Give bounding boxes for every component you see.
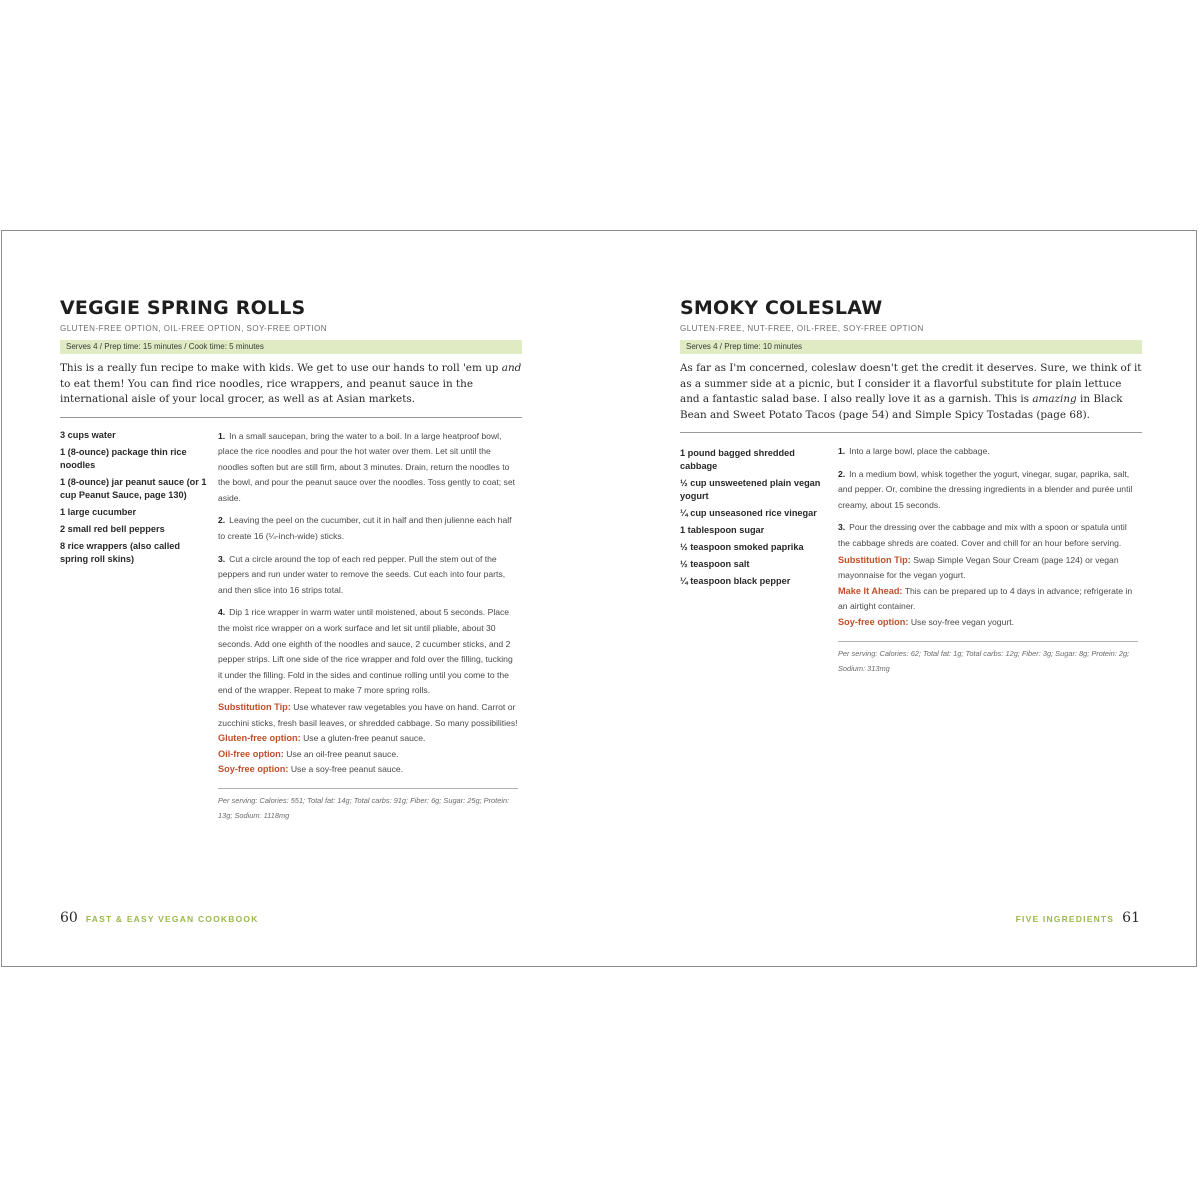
- tip-make-ahead: [838, 584, 1138, 615]
- nutrition-info: Per serving: Calories: 62; Total fat: 1g; Total carbs: 12g; Fiber: 3g; Sugar: 8g; Protein: 2g; Sodium: 313mg: [838, 641, 1138, 676]
- step-item: [218, 429, 518, 507]
- tip-text: Swap Simple Vegan Sour Cream (page 124) or vegan mayonnaise for the vegan yogurt.: [838, 554, 1119, 581]
- step-number: 2.: [838, 468, 846, 479]
- recipe-intro: [680, 361, 1142, 433]
- recipe-title: SMOKY COLESLAW: [680, 297, 883, 319]
- ingredient-item: 3 cups water: [60, 429, 116, 440]
- ingredient-item: 2 small red bell peppers: [60, 523, 165, 534]
- tip-label: Substitution Tip:: [838, 554, 911, 565]
- recipe-veggie-spring-rolls: [60, 297, 522, 820]
- tip-label: Substitution Tip:: [218, 702, 291, 712]
- step-number: 1.: [838, 446, 846, 456]
- page-number: 61: [1122, 910, 1140, 926]
- book-spread: [1, 230, 1197, 967]
- tip-text: Use whatever raw vegetables you have on hand. Carrot or zucchini sticks, fresh basil leaves, or shredded cabbage. So many possibilities!: [218, 702, 518, 728]
- ingredient-item: ¼ teaspoon black pepper: [680, 576, 791, 586]
- step-number: 4.: [218, 607, 226, 618]
- step-text: Pour the dressing over the cabbage and mix with a spoon or spatula until the cabbage shreds are coated. Cover and chill for an hour before serving.: [838, 522, 1127, 548]
- step-text: Leaving the peel on the cucumber, cut it in half and then julienne each half to create 16 (¼-inch-wide) sticks.: [218, 515, 512, 542]
- ingredient-item: 1 tablespoon sugar: [680, 525, 765, 535]
- step-number: 1.: [218, 430, 226, 441]
- step-item: [218, 513, 518, 544]
- step-text: Dip 1 rice wrapper in warm water until moistened, about 5 seconds. Place the moist rice wrapper on a work surface and let sit until pliable, about 30 seconds. Add one eighth of the noodles and sauce, 2 cucumber sticks, and 2 pepper strips. Lift one side of the rice wrapper and fold over the filling, tucking it under the filling. Fold in the sides and continue rolling until you come to the end of the wrapper. Repeat to make 7 more spring rolls.: [218, 607, 513, 696]
- step-text: Into a large bowl, place the cabbage.: [849, 446, 990, 456]
- recipe-tags: GLUTEN-FREE OPTION, OIL-FREE OPTION, SOY-FREE OPTION: [60, 324, 328, 333]
- tip-oil-free: [218, 747, 518, 763]
- intro-text: As far as I'm concerned, coleslaw doesn't get the credit it deserves. Sure, we think of it as a summer side at a picnic, but I consider it a flavorful substitute for plain lettuce and a fantastic salad base. I also really love it as a garnish. This is: [680, 362, 1142, 405]
- step-item: [838, 520, 1138, 551]
- tip-substitution: [218, 700, 518, 731]
- tip-text: Use a gluten-free peanut sauce.: [303, 733, 426, 744]
- tip-text: Use soy-free vegan yogurt.: [910, 616, 1015, 627]
- tip-label: Soy-free option:: [838, 616, 909, 627]
- step-number: 3.: [218, 553, 226, 564]
- intro-emphasis: and: [501, 362, 522, 374]
- step-text: Cut a circle around the top of each red pepper. Pull the stem out of the peppers and run under water to remove the seeds. Cut each into four parts, and then slice into 16 strips total.: [218, 553, 506, 595]
- right-page: [600, 231, 1198, 966]
- tip-text: This can be prepared up to 4 days in advance; refrigerate in an airtight container.: [838, 585, 1133, 612]
- step-text: In a small saucepan, bring the water to a boil. In a large heatproof bowl, place the rice noodles and pour the hot water over them. Let sit until the noodles soften but are still firm, about 3 minutes. Drain, return the noodles to the bowl, and pour the peanut sauce over the noodles. Toss gently to coat; set aside.: [218, 430, 515, 503]
- step-item: [218, 552, 518, 599]
- tip-substitution: [838, 553, 1138, 584]
- ingredient-item: ¼ cup unseasoned rice vinegar: [680, 508, 817, 518]
- page-footer: [1016, 910, 1140, 926]
- step-item: [218, 605, 518, 699]
- ingredient-item: ½ teaspoon smoked paprika: [680, 542, 804, 552]
- step-item: [838, 467, 1138, 514]
- ingredient-item: 8 rice wrappers (also called spring roll skins): [60, 540, 181, 564]
- running-title: FAST & EASY VEGAN COOKBOOK: [85, 914, 259, 924]
- tip-soy-free: [838, 615, 1138, 631]
- page-number: 60: [60, 910, 78, 926]
- serves-band: Serves 4 / Prep time: 15 minutes / Cook time: 5 minutes: [60, 340, 522, 354]
- ingredient-item: ½ cup unsweetened plain vegan yogurt: [680, 478, 821, 501]
- step-number: 3.: [838, 522, 846, 533]
- nutrition-info: Per serving: Calories: 551; Total fat: 14g; Total carbs: 91g; Fiber: 6g; Sugar: 25g; Protein: 13g; Sodium: 1118mg: [218, 788, 518, 823]
- tip-label: Oil-free option:: [218, 748, 284, 759]
- tip-label: Gluten-free option:: [218, 733, 301, 744]
- intro-text: in Black Bean and Sweet Potato Tacos (page 54) and Simple Spicy Tostadas (page 68).: [680, 393, 1123, 421]
- intro-text: This is a really fun recipe to make with kids. We get to use our hands to roll 'em up: [60, 362, 502, 374]
- running-title: FIVE INGREDIENTS: [1015, 914, 1115, 924]
- recipe-tags: GLUTEN-FREE, NUT-FREE, OIL-FREE, SOY-FREE OPTION: [680, 324, 924, 333]
- left-page: [2, 231, 600, 966]
- ingredients-list: [680, 447, 830, 592]
- intro-text: to eat them! You can find rice noodles, rice wrappers, and peanut sauce in the international aisle of your local grocer, as well as at Asian markets.: [60, 377, 474, 405]
- steps-list: [218, 429, 518, 823]
- recipe-title: VEGGIE SPRING ROLLS: [60, 297, 306, 319]
- step-number: 2.: [218, 515, 226, 526]
- tip-gluten-free: [218, 731, 518, 747]
- ingredients-list: [60, 429, 210, 570]
- ingredient-item: 1 (8-ounce) package thin rice noodles: [60, 446, 187, 470]
- intro-emphasis: amazing: [1032, 393, 1077, 405]
- tip-soy-free: [218, 762, 518, 778]
- step-text: In a medium bowl, whisk together the yogurt, vinegar, sugar, paprika, salt, and pepper. Or, combine the dressing ingredients in a blender and purée until creamy, about 15 seconds.: [838, 468, 1133, 510]
- ingredient-item: 1 large cucumber: [60, 506, 137, 517]
- steps-list: [838, 444, 1138, 676]
- tip-text: Use a soy-free peanut sauce.: [290, 764, 404, 775]
- ingredient-item: 1 (8-ounce) jar peanut sauce (or 1 cup Peanut Sauce, page 130): [60, 476, 207, 500]
- ingredient-item: 1 pound bagged shredded cabbage: [680, 448, 795, 471]
- page-footer: [60, 910, 259, 926]
- tip-label: Make It Ahead:: [838, 585, 903, 596]
- recipe-intro: [60, 361, 522, 418]
- tip-label: Soy-free option:: [218, 764, 289, 775]
- step-item: [838, 444, 1138, 460]
- recipe-smoky-coleslaw: [680, 297, 1142, 673]
- ingredient-item: ½ teaspoon salt: [680, 559, 750, 569]
- serves-band: Serves 4 / Prep time: 10 minutes: [680, 340, 1142, 354]
- tip-text: Use an oil-free peanut sauce.: [286, 748, 399, 759]
